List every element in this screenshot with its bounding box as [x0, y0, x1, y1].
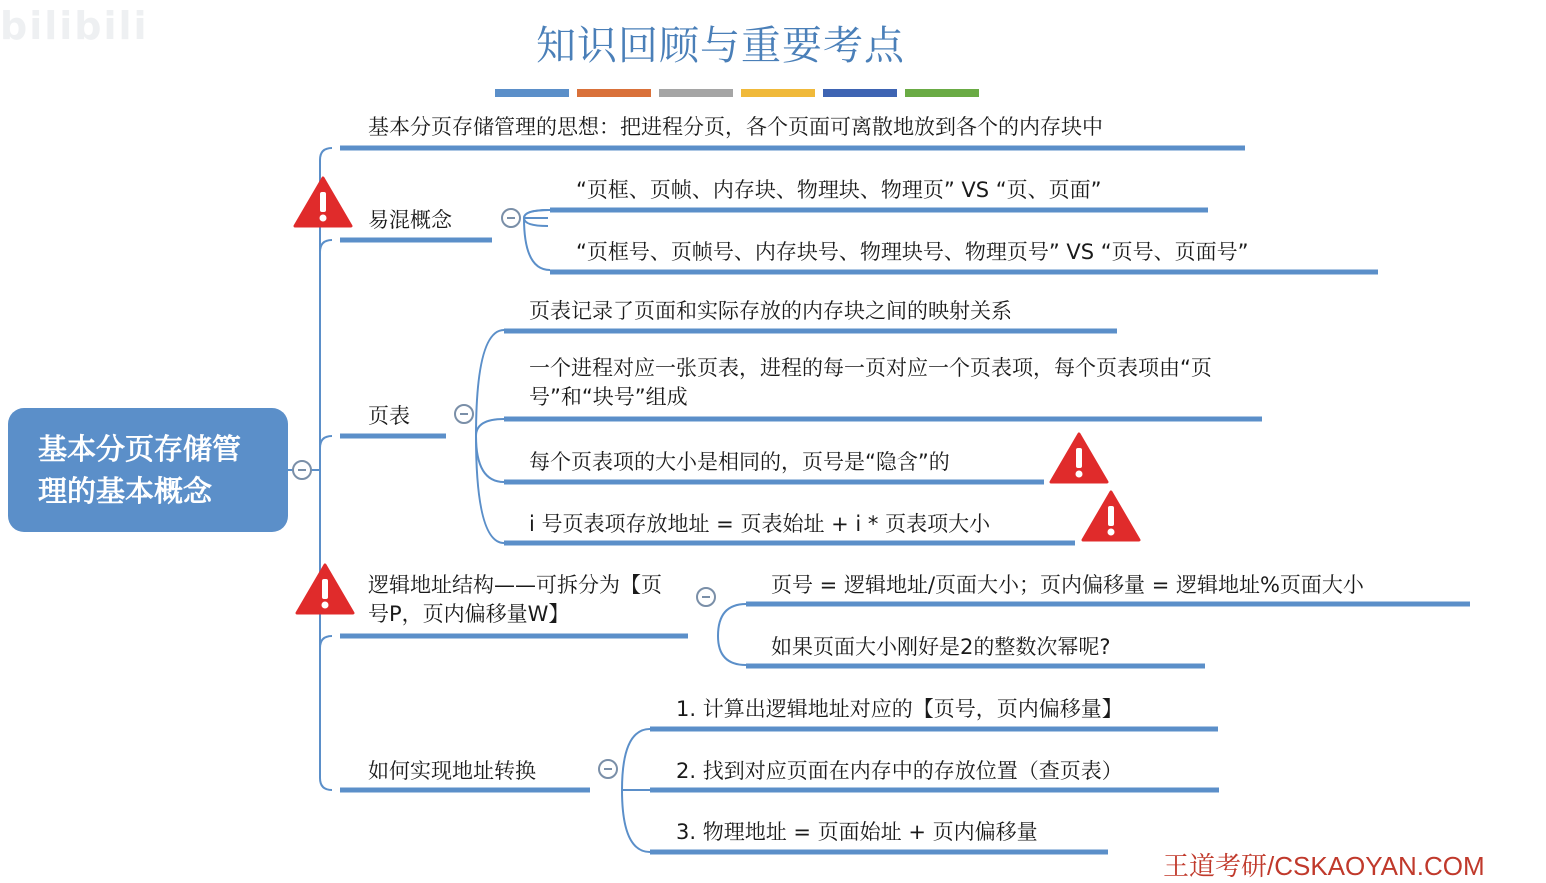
translate-item-3[interactable]: 3. 物理地址 = 页面始址 + 页内偏移量	[676, 820, 1038, 844]
page-table-node[interactable]: 页表	[368, 404, 410, 428]
bilibili-watermark: bilibili	[0, 4, 149, 48]
collapse-minus-icon[interactable]	[292, 460, 312, 480]
page-table-item-2[interactable]: 一个进程对应一张页表，进程的每一页对应一个页表项，每个页表项由“页号”和“块号”组成	[529, 356, 1212, 409]
logical-address-node[interactable]: 逻辑地址结构——可拆分为【页号P，页内偏移量W】	[368, 573, 662, 626]
logical-item-2[interactable]: 如果页面大小刚好是2的整数次幂呢?	[771, 635, 1111, 659]
confusing-item-1[interactable]: “页框、页帧、内存块、物理块、物理页” VS “页、页面”	[576, 178, 1102, 202]
warning-triangle-icon	[295, 563, 355, 615]
confusing-item-2[interactable]: “页框号、页帧号、内存块号、物理块号、物理页号” VS “页号、页面号”	[576, 240, 1249, 264]
page-table-item-3[interactable]: 每个页表项的大小是相同的，页号是“隐含”的	[529, 450, 950, 474]
translate-node[interactable]: 如何实现地址转换	[368, 759, 536, 783]
page-table-item-4[interactable]: i 号页表项存放地址 = 页表始址 + i * 页表项大小	[529, 512, 991, 536]
brand-footer: 王道考研/CSKAOYAN.COM	[1163, 851, 1485, 881]
root-node[interactable]: 基本分页存储管理的基本概念	[8, 408, 288, 532]
collapse-minus-icon[interactable]	[696, 587, 716, 607]
warning-triangle-icon	[293, 176, 353, 228]
warning-triangle-icon	[1081, 490, 1141, 542]
idea-node[interactable]: 基本分页存储管理的思想：把进程分页，各个页面可离散地放到各个的内存块中	[368, 115, 1103, 139]
translate-item-1[interactable]: 1. 计算出逻辑地址对应的【页号，页内偏移量】	[676, 697, 1123, 721]
page-title: 知识回顾与重要考点	[536, 23, 905, 69]
collapse-minus-icon[interactable]	[454, 404, 474, 424]
confusing-node[interactable]: 易混概念	[368, 208, 452, 232]
warning-triangle-icon	[1049, 432, 1109, 484]
collapse-minus-icon[interactable]	[598, 759, 618, 779]
collapse-minus-icon[interactable]	[501, 208, 521, 228]
page-table-item-1[interactable]: 页表记录了页面和实际存放的内存块之间的映射关系	[529, 299, 1012, 323]
translate-item-2[interactable]: 2. 找到对应页面在内存中的存放位置（查页表）	[676, 759, 1123, 783]
logical-item-1[interactable]: 页号 = 逻辑地址/页面大小；页内偏移量 = 逻辑地址%页面大小	[771, 573, 1364, 597]
